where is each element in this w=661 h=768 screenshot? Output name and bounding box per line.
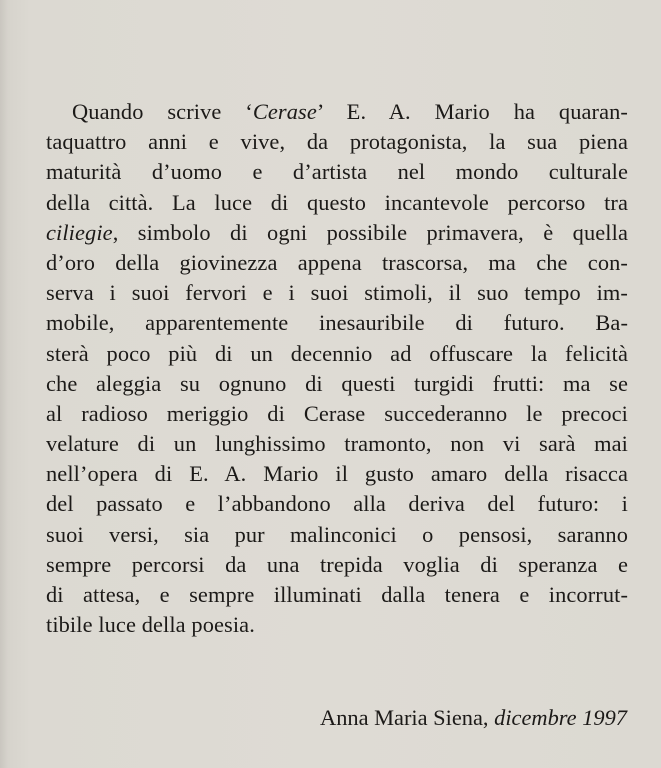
paragraph-line	[46, 610, 628, 640]
text-segment: di attesa, e sempre illuminati dalla tenera e incorrut-	[46, 582, 628, 607]
paragraph-line	[46, 550, 628, 580]
text-segment: taquattro anni e vive, da protagonista, la sua piena	[46, 129, 628, 155]
paragraph-line	[46, 218, 628, 248]
text-segment: , simbolo di ogni possibile primavera, è quella	[112, 219, 628, 245]
signature-date: dicembre 1997	[494, 705, 627, 730]
paragraph-line	[46, 157, 628, 187]
paragraph-line	[46, 278, 628, 308]
paragraph-line	[46, 580, 628, 610]
paragraph-line	[46, 459, 628, 489]
text-segment: Quando scrive ‘	[72, 99, 253, 124]
paragraph-line	[46, 188, 628, 218]
paragraph-line	[46, 369, 628, 399]
paragraph-line	[46, 429, 628, 459]
italic-text: ciliegie	[46, 219, 113, 245]
text-segment: maturità d’uomo e d’artista nel mondo culturale	[46, 159, 628, 185]
text-segment: nell’opera di E. A. Mario il gusto amaro della risacca	[46, 461, 628, 487]
paragraph-line	[46, 489, 628, 519]
text-segment: al radioso meriggio di Cerase succederanno le precoci	[46, 400, 628, 426]
body-paragraph	[46, 97, 628, 640]
text-segment: ’ E. A. Mario ha quaran-	[316, 99, 628, 124]
signature	[320, 703, 627, 733]
text-segment: mobile, apparentemente inesauribile di futuro. Ba-	[46, 310, 628, 336]
text-segment: sterà poco più di un decennio ad offuscare la felicità	[46, 340, 628, 366]
paragraph-line	[46, 248, 628, 278]
text-segment: del passato e l’abbandono alla deriva del futuro: i	[46, 491, 628, 517]
text-segment: suoi versi, sia pur malinconici o pensosi, saranno	[46, 521, 628, 547]
text-segment: d’oro della giovinezza appena trascorsa, ma che con-	[46, 249, 628, 275]
signature-author: Anna Maria Siena,	[320, 705, 495, 730]
text-segment: serva i suoi fervori e i suoi stimoli, il suo tempo im-	[46, 280, 628, 306]
text-segment: della città. La luce di questo incantevole percorso tra	[46, 189, 628, 215]
text-segment: che aleggia su ognuno di questi turgidi frutti: ma se	[46, 370, 628, 396]
italic-text: Cerase	[252, 99, 317, 124]
text-segment: velature di un lunghissimo tramonto, non vi sarà mai	[46, 431, 628, 457]
paragraph-line	[46, 399, 628, 429]
paragraph-line	[46, 97, 628, 127]
paragraph-line	[46, 520, 628, 550]
text-segment: sempre percorsi da una trepida voglia di speranza e	[46, 551, 628, 577]
paragraph-line	[46, 127, 628, 157]
text-segment: tibile luce della poesia.	[46, 612, 255, 638]
paragraph-line	[46, 339, 628, 369]
paragraph-line	[46, 308, 628, 338]
